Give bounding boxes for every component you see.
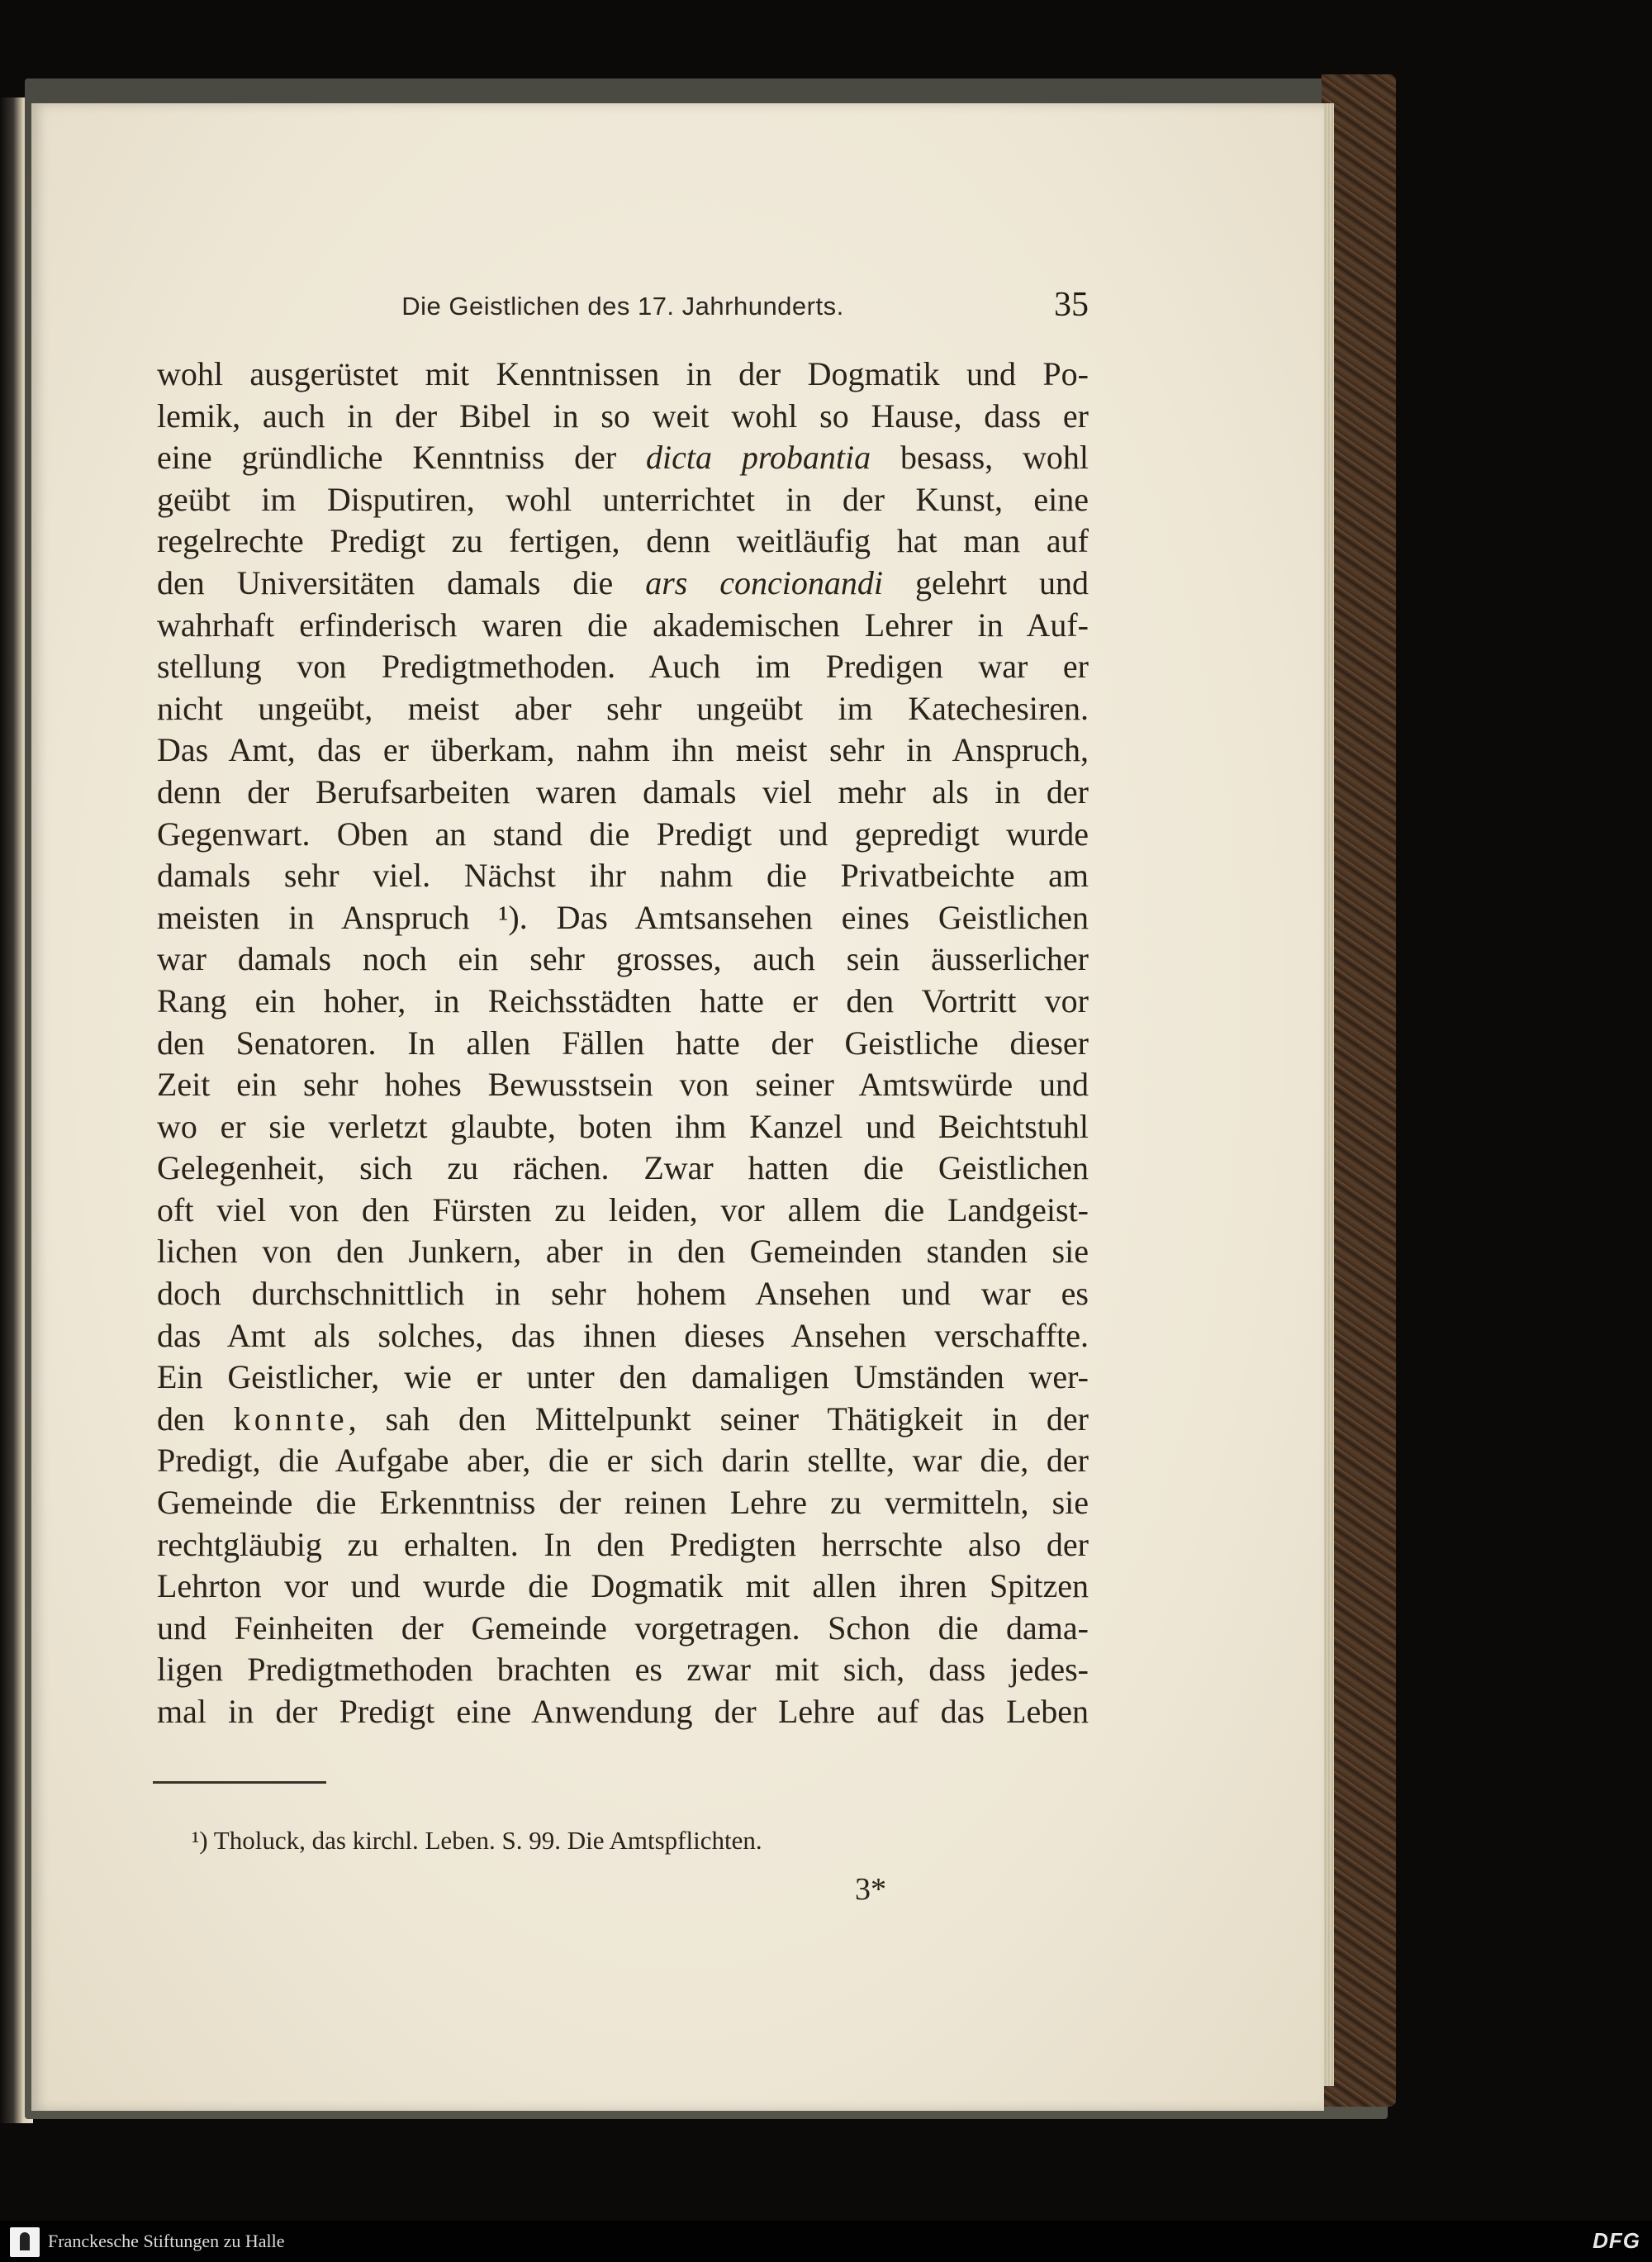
text-line: Zeit ein sehr hohes Bewusstsein von seiner Amtswürde und: [157, 1066, 1089, 1104]
text-line: meisten in Anspruch ¹). Das Amtsansehen eines Geistlichen: [157, 898, 1089, 936]
text-line: damals sehr viel. Nächst ihr nahm die Privatbeichte am: [157, 857, 1089, 895]
text-line: wo er sie verletzt glaubte, boten ihm Kanzel und Beichtstuhl: [157, 1107, 1089, 1145]
text-line: und Feinheiten der Gemeinde vorgetragen. Schon die dama-: [157, 1609, 1089, 1647]
footnote-divider: [153, 1781, 326, 1784]
institution-logo-icon: [10, 2227, 40, 2257]
text-line: Gemeinde die Erkenntniss der reinen Lehre zu vermitteln, sie: [157, 1484, 1089, 1522]
text-line: [157, 437, 1089, 479]
text-run: gelehrt und: [883, 563, 1089, 601]
text-line: Ein Geistlicher, wie er unter den damaligen Umständen wer-: [157, 1358, 1089, 1396]
italic-phrase: ars concionandi: [645, 563, 884, 601]
text-run: den: [157, 1399, 234, 1438]
institution-name: Franckesche Stiftungen zu Halle: [48, 2231, 285, 2251]
text-run: eine gründliche Kenntniss der: [157, 439, 647, 477]
text-line: [157, 563, 1089, 605]
text-line: [157, 1399, 1089, 1441]
text-line: Predigt, die Aufgabe aber, die er sich darin stellte, war die, der: [157, 1442, 1089, 1480]
italic-phrase: dicta probantia: [646, 439, 871, 477]
footnote: ¹) Tholuck, das kirchl. Leben. S. 99. Die Amtspflichten.: [192, 1826, 762, 1855]
text-line: oft viel von den Fürsten zu leiden, vor allem die Landgeist-: [157, 1190, 1089, 1228]
text-line: lichen von den Junkern, aber in den Gemeinden standen sie: [157, 1233, 1089, 1271]
body-text: [157, 354, 1089, 1733]
text-line: denn der Berufsarbeiten waren damals viel mehr als in der: [157, 772, 1089, 810]
text-line: rechtgläubig zu erhalten. In den Predigten herrschte also der: [157, 1525, 1089, 1563]
running-head: Die Geistlichen des 17. Jahrhunderts.: [401, 292, 844, 321]
dfg-logo: DFG: [1593, 2228, 1640, 2253]
printer-signature-mark: 3*: [855, 1872, 886, 1907]
text-line: geübt im Disputiren, wohl unterrichtet in der Kunst, eine: [157, 480, 1089, 518]
text-line: nicht ungeübt, meist aber sehr ungeübt im Katechesiren.: [157, 689, 1089, 727]
text-line: Das Amt, das er überkam, nahm ihn meist sehr in Anspruch,: [157, 731, 1089, 769]
text-line: den Senatoren. In allen Fällen hatte der Geistliche dieser: [157, 1024, 1089, 1062]
text-line: doch durchschnittlich in sehr hohem Ansehen und war es: [157, 1275, 1089, 1313]
text-line: mal in der Predigt eine Anwendung der Lehre auf das Leben: [157, 1693, 1089, 1730]
page-header: [157, 285, 1089, 335]
text-line: Rang ein hoher, in Reichsstädten hatte er den Vortritt vor: [157, 981, 1089, 1019]
text-line: das Amt als solches, das ihnen dieses Ansehen verschaffte.: [157, 1316, 1089, 1354]
text-line: regelrechte Predigt zu fertigen, denn weitläufig hat man auf: [157, 522, 1089, 560]
text-line: wahrhaft erfinderisch waren die akademischen Lehrer in Auf-: [157, 606, 1089, 644]
text-line: lemik, auch in der Bibel in so weit wohl so Hause, dass er: [157, 397, 1089, 435]
text-line: Lehrton vor und wurde die Dogmatik mit allen ihren Spitzen: [157, 1567, 1089, 1605]
text-run: den Universitäten damals die: [157, 563, 646, 601]
spaced-emphasis: konnte: [233, 1399, 349, 1438]
text-run: besass, wohl: [871, 439, 1089, 477]
text-line: ligen Predigtmethoden brachten es zwar mit sich, dass jedes-: [157, 1651, 1089, 1689]
text-line: wohl ausgerüstet mit Kenntnissen in der Dogmatik und Po-: [157, 355, 1089, 392]
text-line: Gegenwart. Oben an stand die Predigt und gepredigt wurde: [157, 815, 1089, 853]
page-number: 35: [1054, 286, 1089, 324]
text-line: war damals noch ein sehr grosses, auch sein äusserlicher: [157, 940, 1089, 978]
text-run: , sah den Mittelpunkt seiner Thätigkeit in der: [348, 1399, 1089, 1438]
text-line: stellung von Predigtmethoden. Auch im Predigen war er: [157, 648, 1089, 686]
text-line: Gelegenheit, sich zu rächen. Zwar hatten die Geistlichen: [157, 1149, 1089, 1187]
